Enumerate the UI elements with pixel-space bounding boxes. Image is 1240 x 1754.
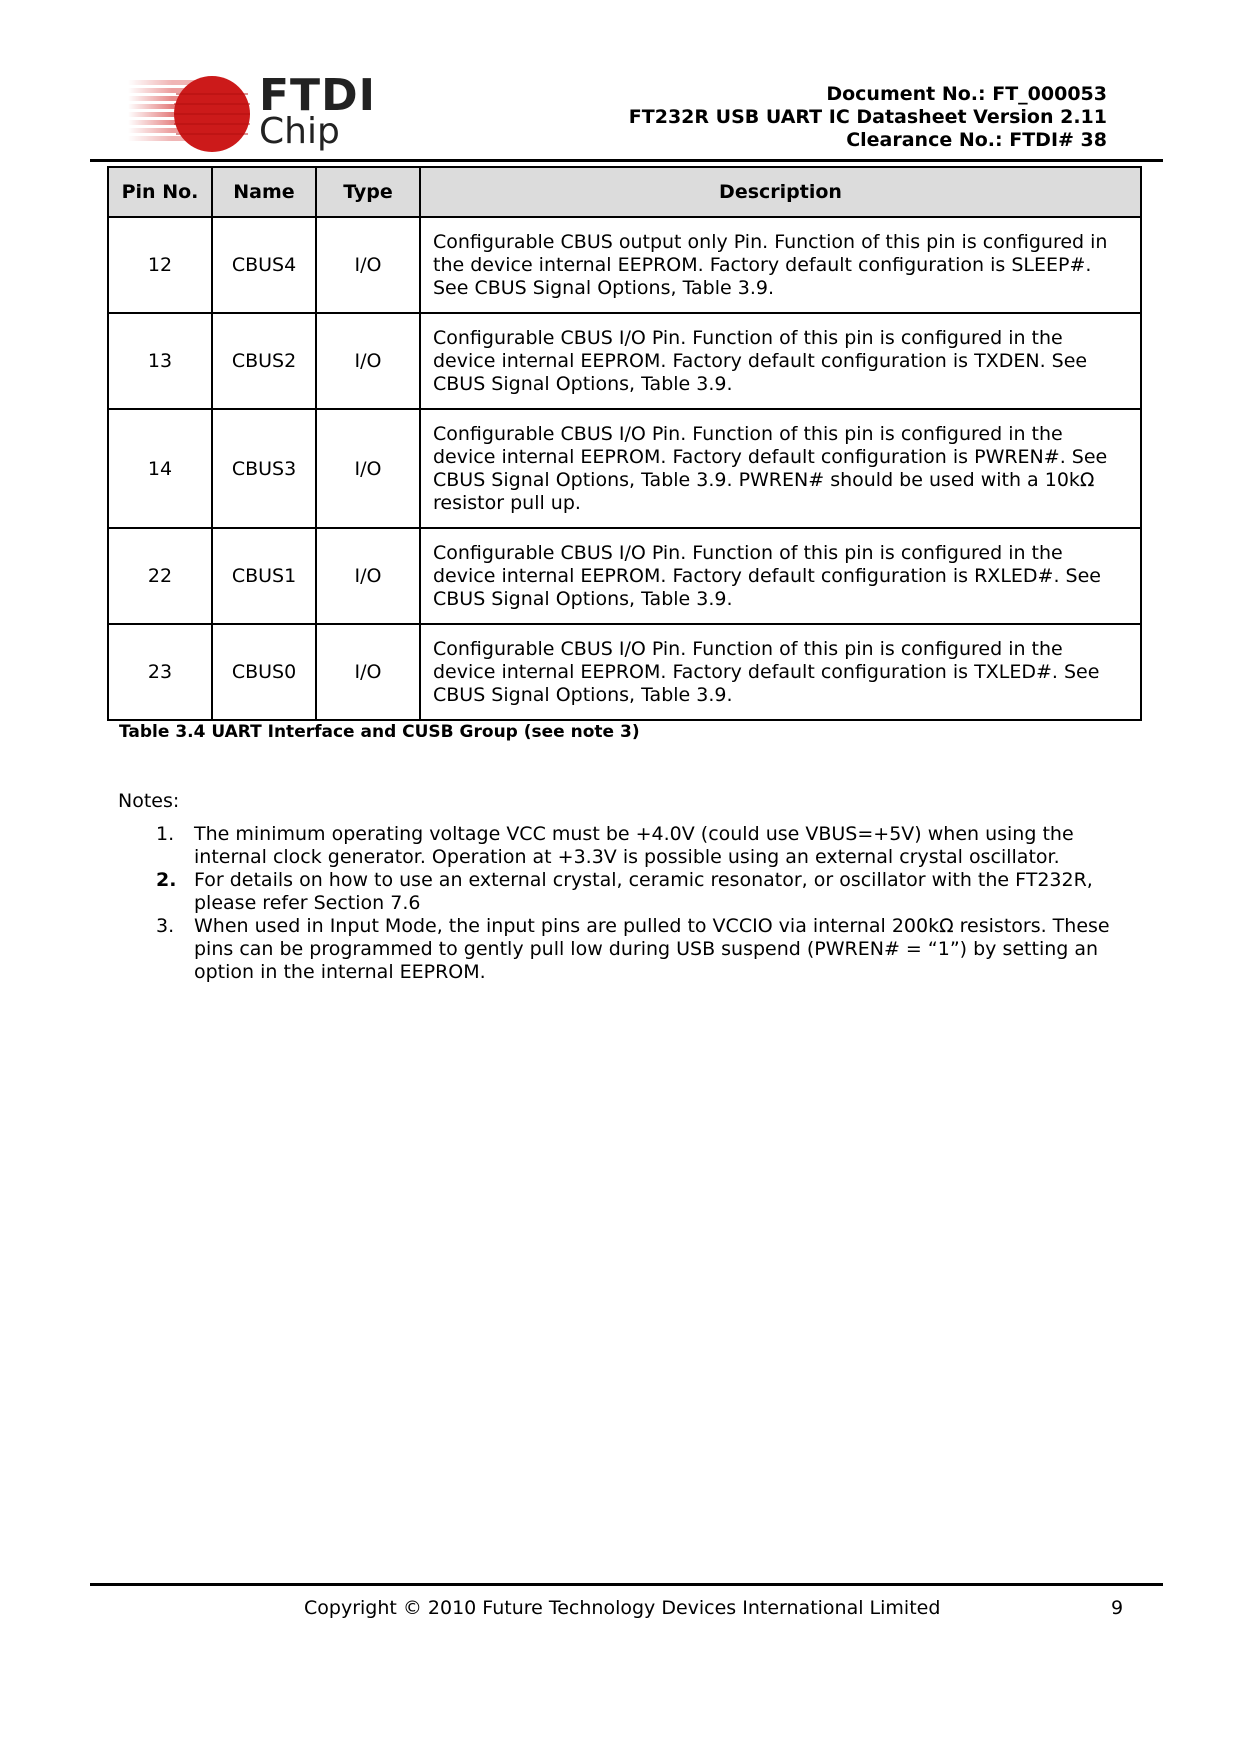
notes-heading: Notes:: [118, 790, 180, 812]
table-row: [108, 624, 1141, 720]
logo-text-ftdi: FTDI: [259, 70, 376, 121]
cell-pin: 22: [108, 528, 212, 624]
header-divider: [90, 159, 1163, 162]
header-pin-no: Pin No.: [108, 167, 212, 217]
document-number: Document No.: FT_000053: [826, 83, 1107, 105]
note-text: The minimum operating voltage VCC must be +4.0V (could use VBUS=+5V) when using the internal clock generator. Operation at +3.3V is possible using an external crystal oscillator.: [194, 823, 1074, 868]
note-number: 2.: [156, 869, 177, 891]
cell-pin: 12: [108, 217, 212, 313]
cell-description: Configurable CBUS output only Pin. Function of this pin is configured in the device internal EEPROM. Factory default configuration is SLEEP#. See CBUS Signal Options, Table 3.9.: [420, 217, 1141, 313]
clearance-number: Clearance No.: FTDI# 38: [846, 129, 1107, 151]
cell-type: I/O: [316, 409, 420, 528]
copyright-notice: Copyright © 2010 Future Technology Devices International Limited: [304, 1597, 941, 1619]
logo-text-chip: Chip: [259, 111, 340, 152]
table-header-row: [108, 167, 1141, 217]
logo-emblem: [128, 72, 256, 160]
pin-table: [107, 166, 1142, 721]
page-number: 9: [1111, 1597, 1124, 1619]
cell-pin: 14: [108, 409, 212, 528]
header-type: Type: [316, 167, 420, 217]
cell-name: CBUS2: [212, 313, 316, 409]
list-item: [152, 823, 1152, 869]
table-caption: Table 3.4 UART Interface and CUSB Group (see note 3): [119, 722, 640, 742]
table-row: [108, 409, 1141, 528]
ftdi-chip-logo: [128, 70, 376, 160]
cell-pin: 13: [108, 313, 212, 409]
table-row: [108, 217, 1141, 313]
header-name: Name: [212, 167, 316, 217]
cell-name: CBUS1: [212, 528, 316, 624]
cell-name: CBUS3: [212, 409, 316, 528]
list-item: [152, 915, 1152, 984]
cell-description: Configurable CBUS I/O Pin. Function of this pin is configured in the device internal EEPROM. Factory default configuration is TXLED#. See CBUS Signal Options, Table 3.9.: [420, 624, 1141, 720]
footer-divider: [90, 1583, 1163, 1586]
cell-type: I/O: [316, 217, 420, 313]
cell-description: Configurable CBUS I/O Pin. Function of this pin is configured in the device internal EEPROM. Factory default configuration is RXLED#. See CBUS Signal Options, Table 3.9.: [420, 528, 1141, 624]
note-number: 1.: [156, 823, 175, 845]
document-title: FT232R USB UART IC Datasheet Version 2.11: [628, 106, 1107, 128]
list-item: [152, 869, 1152, 915]
cell-pin: 23: [108, 624, 212, 720]
table-row: [108, 313, 1141, 409]
table-row: [108, 528, 1141, 624]
cell-type: I/O: [316, 528, 420, 624]
note-number: 3.: [156, 915, 175, 937]
cell-description: Configurable CBUS I/O Pin. Function of this pin is configured in the device internal EEPROM. Factory default configuration is PWREN#. See CBUS Signal Options, Table 3.9. PWREN# should be used with a 10kΩ resistor pull up.: [420, 409, 1141, 528]
cell-description: Configurable CBUS I/O Pin. Function of this pin is configured in the device internal EEPROM. Factory default configuration is TXDEN. See CBUS Signal Options, Table 3.9.: [420, 313, 1141, 409]
cell-type: I/O: [316, 313, 420, 409]
cell-name: CBUS0: [212, 624, 316, 720]
document-info: [629, 83, 1107, 152]
cell-name: CBUS4: [212, 217, 316, 313]
note-text: When used in Input Mode, the input pins are pulled to VCCIO via internal 200kΩ resistors. These pins can be programmed to gently pull low during USB suspend (PWREN# = “1”) by setting an option in the internal EEPROM.: [194, 915, 1110, 983]
cell-type: I/O: [316, 624, 420, 720]
note-text: For details on how to use an external crystal, ceramic resonator, or oscillator with the FT232R, please refer Section 7.6: [194, 869, 1093, 914]
header-description: Description: [420, 167, 1141, 217]
notes-list: [152, 823, 1152, 984]
